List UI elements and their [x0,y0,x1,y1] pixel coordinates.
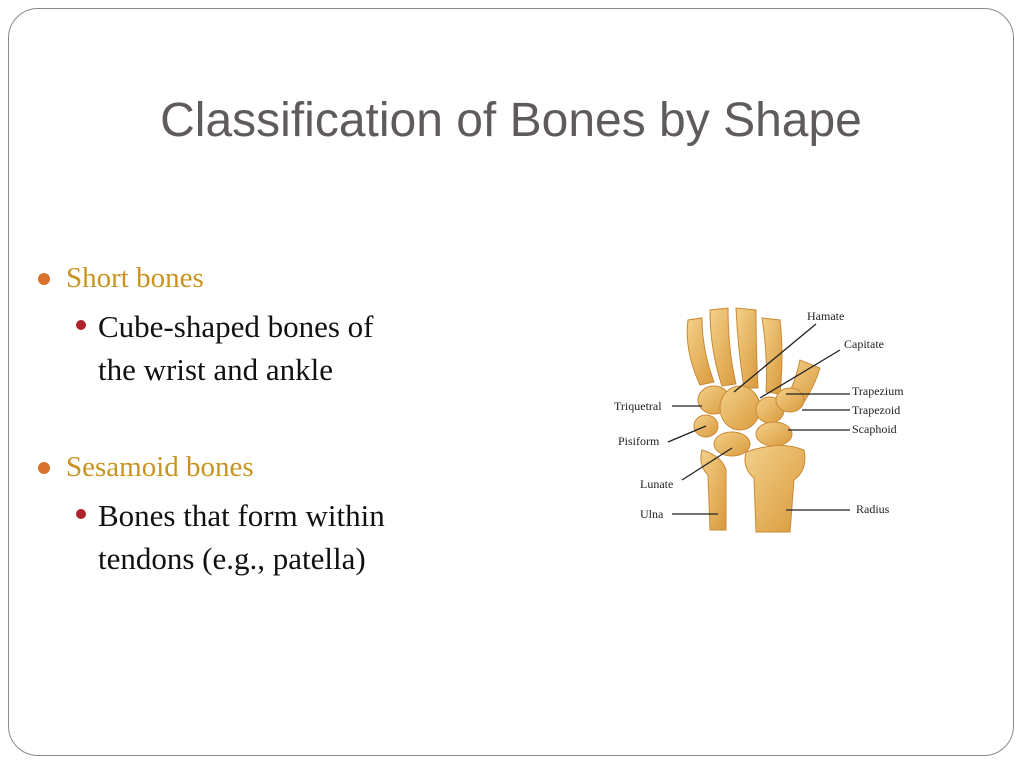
sub-bullet-line: Bones that form within [98,498,385,533]
label-hamate: Hamate [807,309,845,323]
bullet-dot-short-bones [38,273,50,285]
sub-bullet-line: the wrist and ankle [98,352,334,387]
label-trapezium: Trapezium [852,384,904,398]
sub-bullet-dot [76,320,86,330]
slide-title: Classification of Bones by Shape [160,94,862,147]
sub-bullet-line: Cube-shaped bones of [98,309,374,344]
label-triquetral: Triquetral [614,399,662,413]
label-scaphoid: Scaphoid [852,422,897,436]
sub-bullet-line: tendons (e.g., patella) [98,541,366,576]
label-radius: Radius [856,502,890,516]
label-ulna: Ulna [640,507,664,521]
label-capitate: Capitate [844,337,884,351]
bullet-dot-sesamoid-bones [38,462,50,474]
label-trapezoid: Trapezoid [852,403,901,417]
bullet-heading-short-bones: Short bones [66,262,204,294]
label-lunate: Lunate [640,477,674,491]
sub-bullet-dot [76,509,86,519]
label-pisiform: Pisiform [618,434,660,448]
wrist-bones-illustration [610,300,920,540]
bullet-heading-sesamoid-bones: Sesamoid bones [66,451,254,483]
